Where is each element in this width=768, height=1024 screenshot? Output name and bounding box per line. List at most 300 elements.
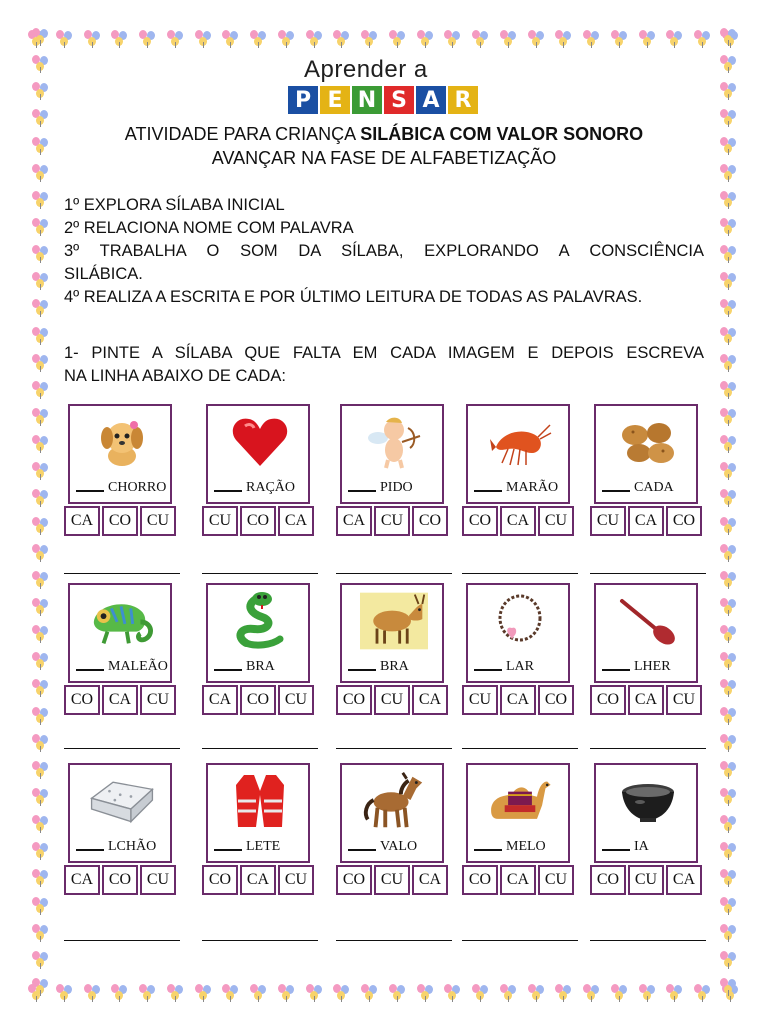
balloon-icon (720, 82, 738, 100)
logo-letter: P (288, 86, 318, 114)
balloon-icon (222, 30, 240, 48)
syllable-option-box[interactable]: CO (336, 685, 372, 715)
writing-line[interactable] (336, 748, 452, 749)
step-1: 1º EXPLORA SÍLABA INICIAL (64, 196, 285, 214)
syllable-options (336, 506, 448, 536)
exercise-card (466, 583, 578, 725)
picture-frame (340, 763, 444, 863)
syllable-options (590, 506, 702, 536)
syllable-blank[interactable] (214, 849, 242, 851)
balloon-icon (720, 707, 738, 725)
word-with-blank (214, 480, 295, 496)
word-with-blank (214, 659, 275, 675)
balloon-icon (720, 489, 738, 507)
picture-frame (68, 404, 172, 504)
balloon-icon (720, 734, 738, 752)
syllable-option-box[interactable]: CA (500, 506, 536, 536)
goat-icon (360, 593, 428, 649)
balloon-icon (56, 984, 74, 1002)
balloon-icon (32, 218, 50, 236)
syllable-options (64, 685, 176, 715)
syllable-option-box[interactable]: CA (412, 865, 448, 895)
balloon-icon (56, 30, 74, 48)
balloon-icon (32, 734, 50, 752)
syllable-option-box[interactable]: CO (666, 506, 702, 536)
nuggets-icon (614, 414, 682, 470)
word-ending: RAÇÃO (246, 480, 296, 495)
exercise-card (340, 583, 452, 725)
balloon-icon (32, 82, 50, 100)
syllable-blank[interactable] (602, 669, 630, 671)
exercise-card (340, 763, 452, 905)
balloon-icon (32, 761, 50, 779)
step-3: 3º TRABALHA O SOM DA SÍLABA, EXPLORANDO A CONSCIÊNCIA (64, 242, 704, 260)
step-2: 2º RELACIONA NOME COM PALAVRA (64, 219, 354, 237)
balloon-icon (32, 951, 50, 969)
syllable-option-box[interactable]: CA (202, 685, 238, 715)
balloon-icon (195, 984, 213, 1002)
syllable-blank[interactable] (474, 849, 502, 851)
logo-letters (288, 86, 478, 114)
word-ending: CHORRO (108, 480, 167, 495)
syllable-option-box[interactable]: CO (538, 685, 574, 715)
balloon-icon (361, 30, 379, 48)
word-with-blank (602, 839, 649, 855)
logo-letter: E (320, 86, 350, 114)
balloon-icon (389, 984, 407, 1002)
balloon-icon (32, 788, 50, 806)
syllable-option-box[interactable]: CU (590, 506, 626, 536)
heart-icon (226, 414, 294, 470)
balloon-icon (720, 625, 738, 643)
writing-line[interactable] (64, 573, 180, 574)
word-ending: IA (634, 839, 649, 854)
balloon-icon (555, 984, 573, 1002)
balloon-icon (32, 842, 50, 860)
balloon-icon (32, 245, 50, 263)
balloon-icon (32, 897, 50, 915)
writing-line[interactable] (336, 573, 452, 574)
exercise-card (68, 763, 180, 905)
syllable-option-box[interactable]: CO (462, 506, 498, 536)
balloon-icon (32, 381, 50, 399)
balloon-icon (84, 984, 102, 1002)
step-3-cont: SILÁBICA. (64, 265, 143, 283)
exercise-card (594, 583, 706, 725)
syllable-option-box[interactable]: CU (374, 685, 410, 715)
picture-frame (68, 763, 172, 863)
syllable-option-box[interactable]: CA (412, 685, 448, 715)
syllable-blank[interactable] (76, 490, 104, 492)
balloon-icon (611, 984, 629, 1002)
question-line-1: 1- PINTE A SÍLABA QUE FALTA EM CADA IMAGEM E DEPOIS ESCREVA (64, 344, 704, 362)
balloon-icon (389, 30, 407, 48)
snake-icon (226, 593, 294, 649)
balloon-icon (720, 598, 738, 616)
writing-line[interactable] (64, 748, 180, 749)
balloon-icon (720, 272, 738, 290)
syllable-option-box[interactable]: CO (102, 865, 138, 895)
syllable-option-box[interactable]: CU (374, 865, 410, 895)
balloon-icon (639, 30, 657, 48)
balloon-icon (32, 679, 50, 697)
balloon-icon (32, 435, 50, 453)
exercise-card (68, 583, 180, 725)
title-bold: SILÁBICA COM VALOR SONORO (360, 124, 644, 144)
word-ending: PIDO (380, 480, 413, 495)
word-with-blank (602, 480, 674, 496)
balloon-icon (720, 761, 738, 779)
border-right (716, 28, 742, 996)
word-ending: MARÃO (506, 480, 559, 495)
page-subtitle: AVANÇAR NA FASE DE ALFABETIZAÇÃO (211, 148, 557, 168)
balloon-icon (720, 381, 738, 399)
picture-frame (466, 583, 570, 683)
syllable-option-box[interactable]: CA (500, 685, 536, 715)
picture-frame (206, 763, 310, 863)
balloon-icon (32, 28, 50, 46)
syllable-option-box[interactable]: CA (278, 506, 314, 536)
spoon-icon (614, 593, 682, 649)
balloon-icon (32, 815, 50, 833)
balloon-icon (720, 517, 738, 535)
balloon-icon (32, 408, 50, 426)
balloon-icon (720, 408, 738, 426)
writing-line[interactable] (462, 748, 578, 749)
balloon-icon (528, 30, 546, 48)
word-ending: MALEÃO (108, 659, 168, 674)
border-left (28, 28, 54, 996)
syllable-option-box[interactable]: CA (628, 685, 664, 715)
syllable-options (590, 685, 702, 715)
syllable-blank[interactable] (348, 669, 376, 671)
syllable-option-box[interactable]: CO (64, 685, 100, 715)
balloon-icon (32, 272, 50, 290)
balloon-icon (84, 30, 102, 48)
balloon-icon (32, 652, 50, 670)
balloon-icon (417, 984, 435, 1002)
syllable-options (64, 865, 176, 895)
balloon-icon (720, 652, 738, 670)
exercise-card (466, 404, 578, 546)
balloon-icon (720, 869, 738, 887)
vest-icon (226, 773, 294, 829)
syllable-option-box[interactable]: CO (590, 865, 626, 895)
word-ending: MELO (506, 839, 546, 854)
word-with-blank (76, 839, 156, 855)
word-with-blank (474, 659, 534, 675)
word-with-blank (76, 659, 168, 675)
logo-letter: A (416, 86, 446, 114)
camel-icon (486, 773, 554, 829)
mattress-icon (88, 773, 156, 829)
picture-frame (206, 583, 310, 683)
bowl-icon (614, 773, 682, 829)
syllable-options (462, 506, 574, 536)
balloon-icon (611, 30, 629, 48)
syllable-option-box[interactable]: CO (412, 506, 448, 536)
word-ending: BRA (246, 659, 275, 674)
step-4: 4º REALIZA A ESCRITA E POR ÚLTIMO LEITURA DE TODAS AS PALAVRAS. (64, 288, 643, 306)
word-ending: LAR (506, 659, 534, 674)
syllable-options (336, 865, 448, 895)
balloon-icon (666, 984, 684, 1002)
word-with-blank (474, 480, 558, 496)
syllable-blank[interactable] (76, 849, 104, 851)
syllable-options (336, 685, 448, 715)
balloon-icon (32, 707, 50, 725)
balloon-icon (32, 924, 50, 942)
syllable-option-box[interactable]: CU (278, 865, 314, 895)
balloon-icon (720, 55, 738, 73)
logo-letter: S (384, 86, 414, 114)
balloon-icon (720, 924, 738, 942)
syllable-blank[interactable] (348, 490, 376, 492)
syllable-blank[interactable] (214, 669, 242, 671)
syllable-option-box[interactable]: CA (240, 865, 276, 895)
picture-frame (340, 404, 444, 504)
syllable-blank[interactable] (602, 490, 630, 492)
picture-frame (594, 763, 698, 863)
border-top (28, 26, 740, 52)
balloon-icon (250, 984, 268, 1002)
balloon-icon (32, 544, 50, 562)
balloon-icon (720, 462, 738, 480)
balloon-icon (720, 815, 738, 833)
syllable-options (462, 685, 574, 715)
balloon-icon (472, 30, 490, 48)
syllable-options (462, 865, 574, 895)
writing-line[interactable] (202, 940, 318, 941)
balloon-icon (32, 978, 50, 996)
exercise-card (206, 763, 318, 905)
chameleon-icon (88, 593, 156, 649)
word-with-blank (602, 659, 671, 675)
balloon-icon (306, 984, 324, 1002)
syllable-options (64, 506, 176, 536)
picture-frame (68, 583, 172, 683)
necklace-icon (486, 593, 554, 649)
balloon-icon (32, 625, 50, 643)
syllable-options (202, 506, 314, 536)
balloon-icon (32, 327, 50, 345)
balloon-icon (500, 30, 518, 48)
syllable-option-box[interactable]: CA (64, 865, 100, 895)
balloon-icon (32, 354, 50, 372)
syllable-option-box[interactable]: CA (336, 506, 372, 536)
picture-frame (206, 404, 310, 504)
writing-line[interactable] (462, 573, 578, 574)
syllable-option-box[interactable]: CO (462, 865, 498, 895)
balloon-icon (32, 517, 50, 535)
syllable-blank[interactable] (602, 849, 630, 851)
balloon-icon (417, 30, 435, 48)
balloon-icon (720, 28, 738, 46)
balloon-icon (720, 571, 738, 589)
exercise-card (68, 404, 180, 546)
balloon-icon (278, 30, 296, 48)
syllable-options (202, 865, 314, 895)
logo-letter: N (352, 86, 382, 114)
word-with-blank (474, 839, 546, 855)
balloon-icon (167, 30, 185, 48)
balloon-icon (222, 984, 240, 1002)
exercise-card (466, 763, 578, 905)
syllable-option-box[interactable]: CU (666, 685, 702, 715)
balloon-icon (167, 984, 185, 1002)
word-ending: LETE (246, 839, 281, 854)
logo-top-text: Aprender a (304, 56, 428, 83)
balloon-icon (361, 984, 379, 1002)
balloon-icon (720, 327, 738, 345)
syllable-option-box[interactable]: CU (278, 685, 314, 715)
balloon-icon (472, 984, 490, 1002)
balloon-icon (32, 571, 50, 589)
logo (288, 56, 488, 116)
balloon-icon (250, 30, 268, 48)
writing-line[interactable] (202, 573, 318, 574)
balloon-icon (720, 435, 738, 453)
syllable-option-box[interactable]: CU (374, 506, 410, 536)
balloon-icon (195, 30, 213, 48)
word-ending: LCHÃO (108, 839, 157, 854)
syllable-options (202, 685, 314, 715)
cupid-icon (360, 414, 428, 470)
balloon-icon (32, 869, 50, 887)
balloon-icon (639, 984, 657, 1002)
balloon-icon (32, 462, 50, 480)
syllable-option-box[interactable]: CA (64, 506, 100, 536)
balloon-icon (720, 951, 738, 969)
balloon-icon (720, 897, 738, 915)
title-normal: ATIVIDADE PARA CRIANÇA (124, 124, 361, 144)
balloon-icon (32, 191, 50, 209)
balloon-icon (720, 978, 738, 996)
balloon-icon (666, 30, 684, 48)
word-ending: CADA (634, 480, 674, 495)
syllable-option-box[interactable]: CO (240, 685, 276, 715)
balloon-icon (694, 984, 712, 1002)
syllable-option-box[interactable]: CU (538, 865, 574, 895)
balloon-icon (32, 55, 50, 73)
balloon-icon (111, 984, 129, 1002)
exercise-card (206, 583, 318, 725)
syllable-blank[interactable] (348, 849, 376, 851)
writing-line[interactable] (590, 573, 706, 574)
writing-line[interactable] (202, 748, 318, 749)
syllable-blank[interactable] (474, 669, 502, 671)
syllable-option-box[interactable]: CO (202, 865, 238, 895)
balloon-icon (278, 984, 296, 1002)
syllable-option-box[interactable]: CU (140, 685, 176, 715)
word-with-blank (348, 659, 409, 675)
word-ending: VALO (380, 839, 418, 854)
balloon-icon (720, 354, 738, 372)
word-with-blank (214, 839, 280, 855)
writing-line[interactable] (64, 940, 180, 941)
shrimp-icon (486, 414, 554, 470)
syllable-option-box[interactable]: CU (202, 506, 238, 536)
balloon-icon (720, 191, 738, 209)
exercise-card (594, 404, 706, 546)
syllable-options (590, 865, 702, 895)
steps-list (64, 194, 704, 309)
balloon-icon (32, 299, 50, 317)
balloon-icon (720, 842, 738, 860)
page-title (0, 124, 768, 145)
syllable-option-box[interactable]: CO (102, 506, 138, 536)
balloon-icon (306, 30, 324, 48)
balloon-icon (583, 30, 601, 48)
balloon-icon (555, 30, 573, 48)
syllable-option-box[interactable]: CO (590, 685, 626, 715)
syllable-option-box[interactable]: CA (628, 506, 664, 536)
exercise-card (594, 763, 706, 905)
syllable-option-box[interactable]: CU (538, 506, 574, 536)
word-with-blank (76, 480, 166, 496)
syllable-option-box[interactable]: CU (462, 685, 498, 715)
balloon-icon (500, 984, 518, 1002)
exercise-card (206, 404, 318, 546)
syllable-blank[interactable] (214, 490, 242, 492)
writing-line[interactable] (462, 940, 578, 941)
balloon-icon (720, 679, 738, 697)
word-with-blank (348, 480, 413, 496)
balloon-icon (528, 984, 546, 1002)
syllable-option-box[interactable]: CU (628, 865, 664, 895)
syllable-option-box[interactable]: CA (666, 865, 702, 895)
balloon-icon (32, 489, 50, 507)
syllable-option-box[interactable]: CO (240, 506, 276, 536)
question (64, 342, 704, 388)
writing-line[interactable] (590, 748, 706, 749)
syllable-blank[interactable] (76, 669, 104, 671)
picture-frame (340, 583, 444, 683)
balloon-icon (444, 30, 462, 48)
balloon-icon (444, 984, 462, 1002)
picture-frame (594, 404, 698, 504)
syllable-blank[interactable] (474, 490, 502, 492)
syllable-option-box[interactable]: CA (500, 865, 536, 895)
word-with-blank (348, 839, 417, 855)
balloon-icon (720, 544, 738, 562)
border-bottom (28, 980, 740, 1006)
question-line-2: NA LINHA ABAIXO DE CADA: (64, 367, 286, 385)
syllable-option-box[interactable]: CU (140, 865, 176, 895)
balloon-icon (111, 30, 129, 48)
picture-frame (594, 583, 698, 683)
balloon-icon (333, 984, 351, 1002)
balloon-icon (720, 245, 738, 263)
word-ending: LHER (634, 659, 671, 674)
balloon-icon (139, 30, 157, 48)
syllable-option-box[interactable]: CA (102, 685, 138, 715)
writing-line[interactable] (590, 940, 706, 941)
exercise-card (340, 404, 452, 546)
word-ending: BRA (380, 659, 409, 674)
balloon-icon (694, 30, 712, 48)
writing-line[interactable] (336, 940, 452, 941)
balloon-icon (720, 218, 738, 236)
balloon-icon (720, 788, 738, 806)
syllable-option-box[interactable]: CO (336, 865, 372, 895)
balloon-icon (333, 30, 351, 48)
syllable-option-box[interactable]: CU (140, 506, 176, 536)
logo-letter: R (448, 86, 478, 114)
balloon-icon (720, 299, 738, 317)
picture-frame (466, 404, 570, 504)
balloon-icon (32, 598, 50, 616)
